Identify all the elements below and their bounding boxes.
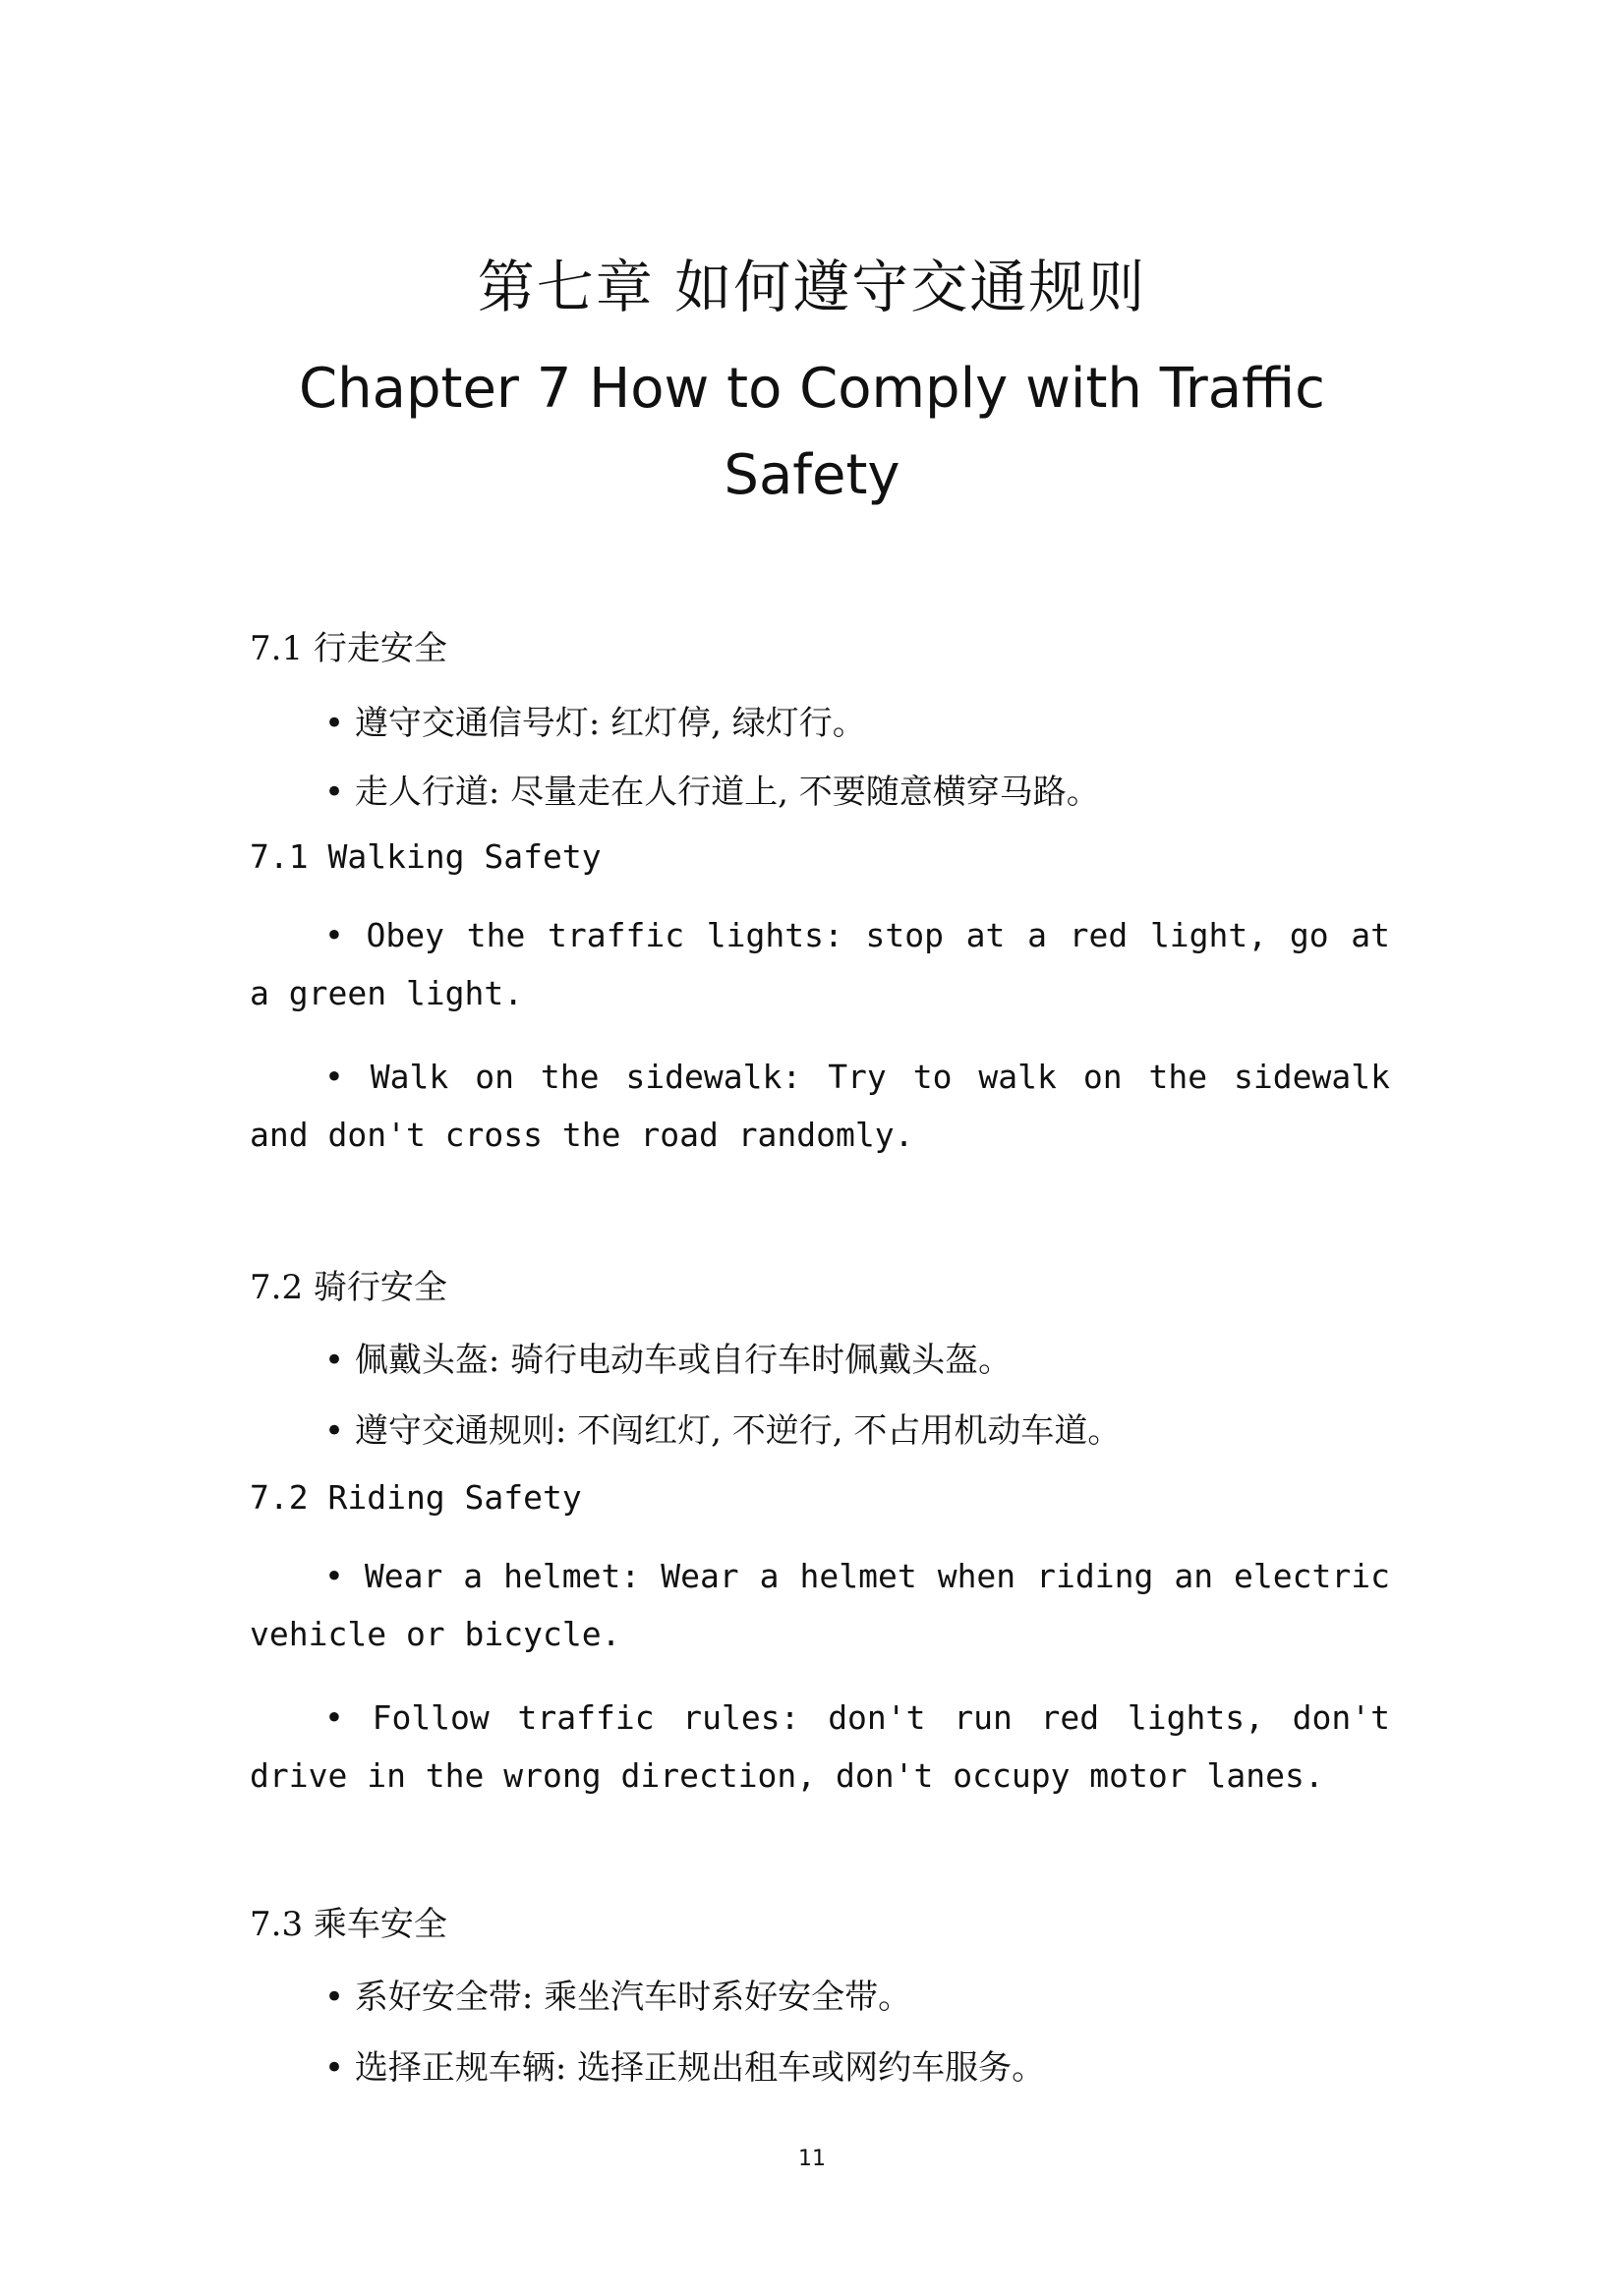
bullet-zh: • 佩戴头盔: 骑行电动车或自行车时佩戴头盔。 [324,1341,1013,1380]
bullet-zh: • 选择正规车辆: 选择正规出租车或网约车服务。 [324,2048,1046,2088]
chapter-title-en: Chapter 7 How to Comply with Traffic Safety [299,357,1325,507]
bullet-en: • Obey the traffic lights: stop at a red light, go at a green light. [250,916,1390,1012]
section-heading-en: 7.2 Riding Safety [250,1478,582,1517]
page-number: 11 [798,2147,826,2171]
bullet-zh: • 遵守交通规则: 不闯红灯, 不逆行, 不占用机动车道。 [324,1411,1122,1451]
bullet-zh: • 遵守交通信号灯: 红灯停, 绿灯行。 [324,704,866,743]
bullet-en: • Follow traffic rules: don't run red lights, don't drive in the wrong direction, don't occupy motor lanes. [250,1698,1390,1795]
section-heading-zh: 7.3 乘车安全 [250,1905,447,1944]
section-heading-zh: 7.2 骑行安全 [250,1268,447,1307]
chapter-title-zh: 第七章 如何遵守交通规则 [477,254,1147,320]
bullet-en: • Wear a helmet: Wear a helmet when riding an electric vehicle or bicycle. [250,1557,1390,1653]
section-heading-zh: 7.1 行走安全 [250,629,447,668]
section-heading-en: 7.1 Walking Safety [250,837,602,876]
bullet-zh: • 走人行道: 尽量走在人行道上, 不要随意横穿马路。 [324,773,1100,812]
bullet-en: • Walk on the sidewalk: Try to walk on the sidewalk and don't cross the road randomly. [250,1058,1390,1154]
bullet-zh: • 系好安全带: 乘坐汽车时系好安全带。 [324,1978,912,2017]
